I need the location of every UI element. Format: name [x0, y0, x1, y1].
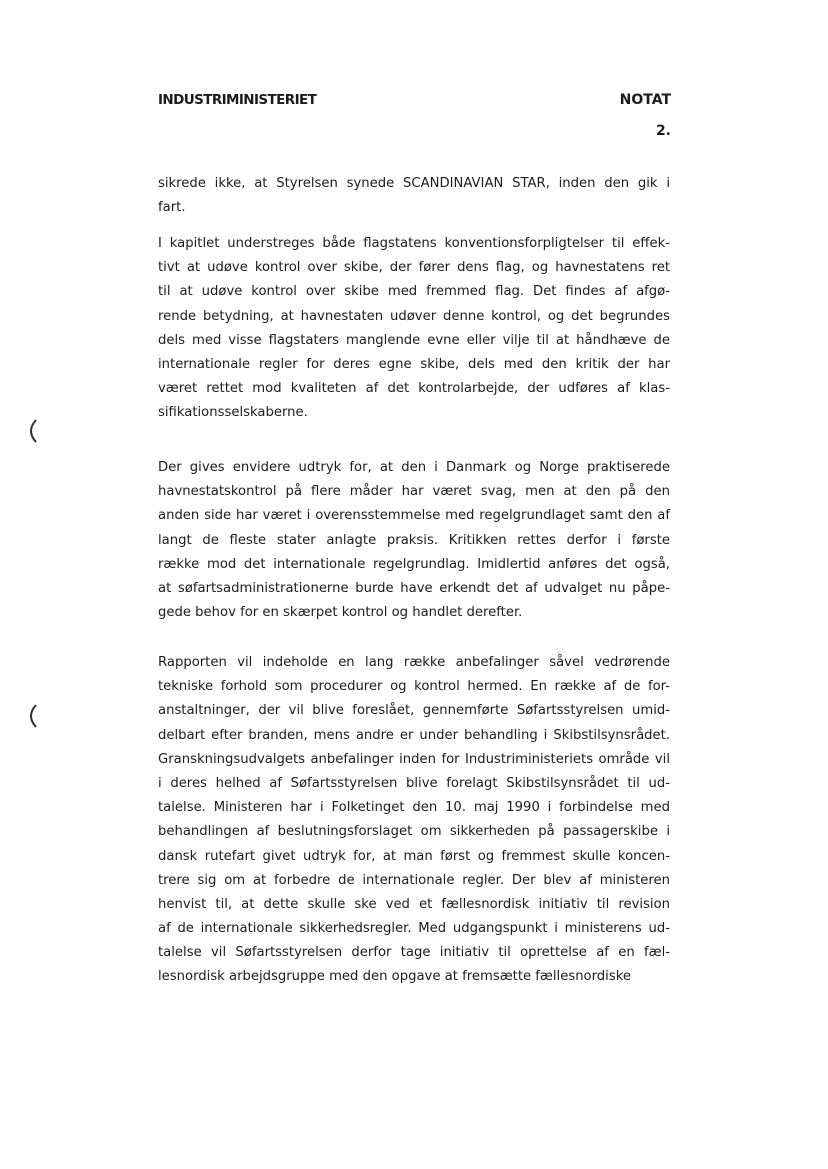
- document-type: NOTAT: [619, 92, 671, 108]
- text-line: tivt at udøve kontrol over skibe, der fører dens flag, og havnestatens ret: [158, 260, 670, 276]
- text-line: sikrede ikke, at Styrelsen synede SCANDINAVIAN STAR, inden den gik i: [158, 176, 670, 191]
- text-line: dels med visse flagstaters manglende evne eller vilje til at håndhæve de: [158, 332, 670, 348]
- ministry-header: INDUSTRIMINISTERIET: [158, 92, 317, 108]
- text-line: I kapitlet understreges både flagstatens konventionsforpligtelser til effek-: [158, 236, 670, 251]
- text-line: gede behov for en skærpet kontrol og handlet derefter.: [158, 605, 523, 621]
- text-line: tekniske forhold som procedurer og kontrol hermed. En række af de for-: [158, 679, 670, 695]
- text-line: i deres helhed af Søfartsstyrelsen blive forelagt Skibstilsynsrådet til ud-: [158, 775, 670, 791]
- text-line: sifikationsselskaberne.: [158, 405, 308, 421]
- text-line: række mod det internationale regelgrundlag. Imidlertid anføres det også,: [158, 556, 670, 572]
- text-line: fart.: [158, 200, 186, 216]
- page-number: 2.: [655, 123, 671, 139]
- text-line: lesnordisk arbejdsgruppe med den opgave at fremsætte fællesnordiske: [158, 969, 631, 985]
- text-line: internationale regler for deres egne skibe, dels med den kritik der har: [158, 356, 670, 372]
- text-line: dansk rutefart givet udtryk for, at man først og fremmest skulle koncen-: [158, 848, 670, 864]
- text-line: havnestatskontrol på flere måder har været svag, men at den på den: [158, 484, 670, 500]
- text-line: anden side har været i overensstemmelse med regelgrundlaget samt den af: [158, 508, 670, 524]
- text-line: talelse vil Søfartsstyrelsen derfor tage initiativ til oprettelse af en fæl-: [158, 945, 670, 961]
- text-line: Rapporten vil indeholde en lang række anbefalinger såvel vedrørende: [158, 655, 670, 670]
- text-line: til at udøve kontrol over skibe med fremmed flag. Det findes af afgø-: [158, 284, 670, 300]
- text-line: delbart efter branden, mens andre er under behandling i Skibstilsynsrådet.: [158, 727, 670, 743]
- text-line: anstaltninger, der vil blive foreslået, gennemførte Søfartsstyrelsen umid-: [158, 703, 670, 719]
- text-line: været rettet mod kvaliteten af det kontrolarbejde, der udføres af klas-: [158, 381, 670, 397]
- paragraph-3: [158, 456, 670, 625]
- paragraph-4: [158, 651, 670, 990]
- text-line: langt de fleste stater anlagte praksis. Kritikken rettes derfor i første: [158, 532, 670, 548]
- punch-hole-mark: [22, 703, 42, 729]
- text-line: behandlingen af beslutningsforslaget om sikkerheden på passagerskibe i: [158, 824, 670, 840]
- text-line: at søfartsadministrationerne burde have erkendt det af udvalget nu påpe-: [158, 580, 670, 596]
- text-line: Der gives envidere udtryk for, at den i Danmark og Norge praktiserede: [158, 460, 670, 475]
- text-line: henvist til, at dette skulle ske ved et fællesnordisk initiativ til revision: [158, 896, 670, 912]
- paragraph-1: [158, 172, 670, 220]
- text-line: trere sig om at forbedre de internationale regler. Der blev af ministeren: [158, 872, 670, 888]
- text-line: af de internationale sikkerhedsregler. Med udgangspunkt i ministerens ud-: [158, 921, 670, 937]
- punch-hole-mark: [22, 418, 42, 444]
- text-line: rende betydning, at havnestaten udøver denne kontrol, og det begrundes: [158, 308, 670, 324]
- text-line: talelse. Ministeren har i Folketinget den 10. maj 1990 i forbindelse med: [158, 800, 670, 816]
- paragraph-2: [158, 232, 670, 426]
- text-line: Granskningsudvalgets anbefalinger inden for Industriministeriets område vil: [158, 751, 670, 767]
